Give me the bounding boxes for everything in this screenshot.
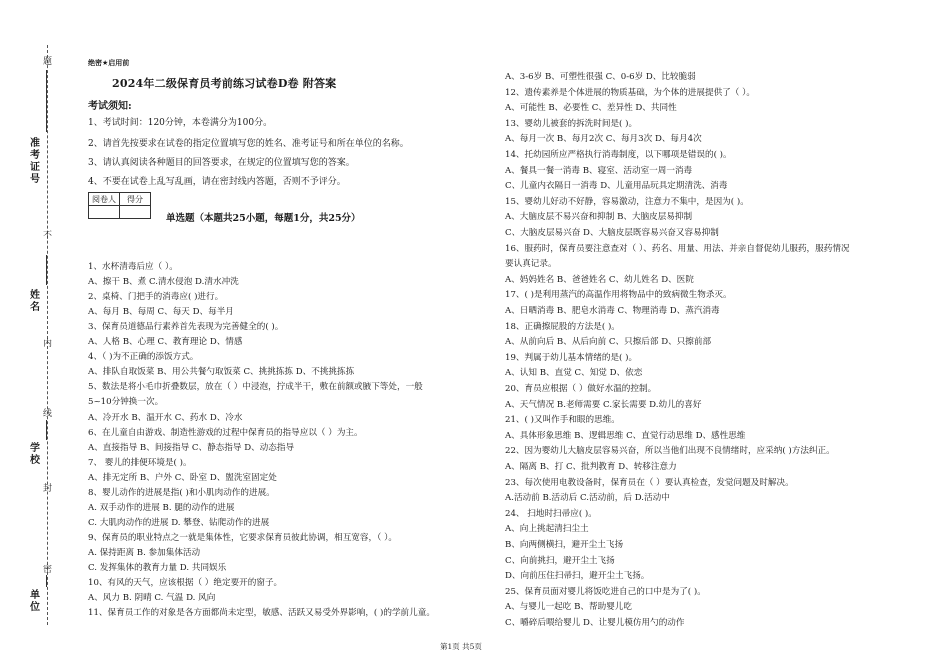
seal-mark: 线 — [43, 409, 53, 419]
question-line: 12、遗传素养是个体进展的物质基础，为个体的进展提供了（ ）。 — [505, 87, 755, 98]
question-line: A、3-6岁 B、可塑性很强 C、0-6岁 D、比较脆弱 — [505, 72, 696, 82]
seal-mark: 不 — [43, 231, 53, 241]
question-line: C、大脑皮层易兴奋 D、大脑皮层既容易兴奋又容易抑制 — [505, 228, 719, 238]
seal-mark: 密 — [43, 565, 53, 575]
seal-mark: 题 — [43, 57, 53, 67]
score-table — [88, 192, 151, 219]
question-line: 10、有风的天气，应该根据（ ）绝定要开的窗子。 — [88, 578, 283, 589]
school-field[interactable] — [46, 420, 53, 440]
question-line: C. 大肌肉动作的进展 D. 攀登、钻爬动作的进展 — [88, 517, 270, 528]
question-line: A、餐具一餐一消毒 B、寝室、活动室一周一消毒 — [505, 165, 693, 176]
question-line: A、每月一次 B、每月2次 C、每月3次 D、每月4次 — [505, 134, 702, 145]
question-line: A、向上挑起清扫尘土 — [505, 524, 589, 535]
question-line: A. 双手动作的进展 B. 腿的动作的进展 — [88, 502, 235, 513]
question-line: A.活动前 B.活动后 C.活动前，后 D.活动中 — [505, 493, 670, 504]
name-label: 姓名 — [30, 290, 40, 313]
page-title: 2024年二级保育员考前练习试卷D卷 附答案 — [112, 77, 337, 90]
question-line: B、向两侧横扫，避开尘土飞扬 — [505, 540, 624, 550]
question-line: 24、 扫地时扫帚应( )。 — [505, 508, 597, 519]
score-header: 得分 — [120, 193, 151, 206]
binding-margin — [0, 0, 75, 671]
question-line: 5~10分钟换一次。 — [88, 397, 164, 408]
question-line: 15、婴幼儿好动不好静，容易激动，注意力不集中，是因为( )。 — [505, 196, 749, 207]
question-line: A、具体形象思维 B、逻辑思维 C、直觉行动思维 D、感性思维 — [505, 430, 746, 441]
exam-number-label: 准考证号 — [30, 138, 40, 185]
question-line: C. 发挥集体的教育力量 D. 共同娱乐 — [88, 563, 227, 573]
confidential-label: 绝密★启用前 — [88, 59, 130, 67]
question-line: 18、正确擦屁股的方法是( )。 — [505, 321, 620, 332]
question-line: A、风力 B. 阴晴 C. 气温 D. 风向 — [88, 593, 216, 604]
question-line: 13、婴幼儿被套的拆洗时间是( )。 — [505, 118, 638, 129]
question-line: 20、育员应根据（ ）做好水温的控制。 — [505, 384, 657, 394]
question-line: A、可能性 B、必要性 C、差异性 D、共同性 — [505, 103, 677, 114]
question-line: C、嚼碎后喂给婴儿 D、让婴儿模仿用勺的动作 — [505, 618, 685, 628]
school-label: 学校 — [30, 443, 40, 466]
question-line: 16、服药时，保育员要注意查对（ ）、药名、用量、用法、并亲自督促幼儿服药，服药情况 — [505, 243, 850, 254]
question-line: A、妈妈姓名 B、爸爸姓名 C、幼儿姓名 D、医院 — [505, 274, 694, 285]
page-footer: 第1页 共5页 — [440, 642, 482, 651]
question-line: C、儿童内衣隔日一消毒 D、儿童用品玩具定期清洗、消毒 — [505, 181, 728, 192]
question-line: C、向前挑扫，避开尘土飞扬 — [505, 555, 615, 566]
seal-line — [47, 45, 48, 625]
question-line: A、天气情况 B.老师需要 C.家长需要 D.幼儿的喜好 — [505, 399, 702, 410]
name-field[interactable] — [46, 255, 53, 285]
notice-item: 4、不要在试卷上乱写乱画，请在密封线内答题，否则不予评分。 — [88, 177, 346, 187]
question-line: 1、水杯清毒后应（ ）。 — [88, 262, 178, 272]
grader-header: 阅卷人 — [89, 193, 120, 206]
question-line: 6、在儿童自由游戏、制造性游戏的过程中保育员的指导应以（ ）为主。 — [88, 427, 363, 438]
question-line: 22、因为婴幼儿大脑皮层容易兴奋，所以当他们出现不良情绪时，应采纳( )方法纠正。 — [505, 446, 835, 457]
seal-mark: 内 — [43, 339, 53, 349]
question-line: A、排无定所 B、户外 C、卧室 D、盥洗室固定处 — [88, 472, 277, 483]
question-line: A、冷开水 B、温开水 C、药水 D、冷水 — [88, 412, 243, 423]
unit-label: 单位 — [30, 590, 40, 613]
question-line: 7、 婴儿的排便环境是( )。 — [88, 457, 192, 468]
question-line: 19、判属于幼儿基本情绪的是( )。 — [505, 352, 638, 363]
question-line: 要认真记录。 — [505, 259, 557, 270]
question-line: A、从前向后 B、从后向前 C、只擦后部 D、只擦前部 — [505, 337, 712, 348]
question-line: A、人格 B、心理 C、教育理论 D、情感 — [88, 337, 243, 348]
question-line: 8、婴儿动作的进展是指( )和小肌肉动作的进展。 — [88, 487, 275, 498]
notice-item: 2、请首先按要求在试卷的指定位置填写您的姓名、准考证号和所在单位的名称。 — [88, 139, 409, 149]
exam-number-field[interactable] — [46, 70, 53, 132]
question-line: A、认知 B、直觉 C、知觉 D、依恋 — [505, 368, 643, 379]
question-line: 2、桌椅、门把手的消毒应( )进行。 — [88, 292, 224, 303]
question-line: 14、托幼园所应严格执行消毒制度，以下哪项是错误的( )。 — [505, 150, 732, 160]
question-line: 11、保育员工作的对象是各方面都尚未定型，敏感、活跃又易受外界影响，( )的学前儿童。 — [88, 608, 435, 619]
unit-field[interactable] — [46, 575, 53, 587]
question-line: A、每月 B、每周 C、每天 D、每半月 — [88, 307, 234, 318]
question-line: A、擦干 B、煮 C.清水侵泡 D.清水冲洗 — [88, 277, 239, 288]
question-line: 25、保育员面对婴儿将饭吃进自己的口中是为了( )。 — [505, 586, 706, 597]
question-line: 4、（ )为不正确的添饭方式。 — [88, 352, 199, 363]
question-line: A、排队自取饭菜 B、用公共餐勺取饭菜 C、挑挑拣拣 D、不挑挑拣拣 — [88, 367, 355, 378]
question-line: A. 保持距离 B. 参加集体活动 — [88, 547, 201, 558]
question-line: A、隔离 B、打 C、批判教育 D、转移注意力 — [505, 462, 677, 472]
question-line: A、直接指导 B、间接指导 C、静态指导 D、动态指导 — [88, 442, 295, 453]
question-line: 21、( )又叫作手和眼的思维。 — [505, 415, 620, 426]
section-title: 单选题（本题共25小题，每题1分，共25分） — [166, 213, 361, 224]
question-line: 23、每次使用电教设备时，保育员在（ ）要认真检查，发觉问题及时解决。 — [505, 477, 794, 488]
question-line: A、与婴儿一起吃 B、帮助婴儿吃 — [505, 602, 632, 613]
question-line: D、向前压住扫帚扫，避开尘土飞扬。 — [505, 571, 650, 582]
question-line: 17、( )是利用蒸汽的高温作用将物品中的致病微生物杀灭。 — [505, 290, 732, 301]
notice-heading: 考试须知: — [88, 101, 132, 112]
seal-mark: 封 — [43, 484, 53, 494]
notice-item: 1、考试时间：120分钟，本卷满分为100分。 — [88, 118, 273, 128]
question-line: A、大脑皮层不易兴奋和抑制 B、大脑皮层易抑制 — [505, 212, 693, 223]
question-line: A、日晒消毒 B、肥皂水消毒 C、物理消毒 D、蒸汽消毒 — [505, 306, 720, 316]
question-line: 3、保育员道德品行素养首先表现为完善健全的( )。 — [88, 322, 284, 333]
score-cell[interactable] — [120, 206, 151, 219]
notice-item: 3、请认真阅读各种题目的回答要求，在规定的位置填写您的答案。 — [88, 158, 355, 168]
question-line: 5、数法是将小毛巾折叠数层，放在（ ）中浸泡，拧成半干，敷在前额或腋下等处，一般 — [88, 382, 423, 393]
question-line: 9、保育员的职业特点之一就是集体性，它要求保育员彼此协调，相互宽容，（ ）。 — [88, 532, 397, 543]
grader-cell[interactable] — [89, 206, 120, 219]
